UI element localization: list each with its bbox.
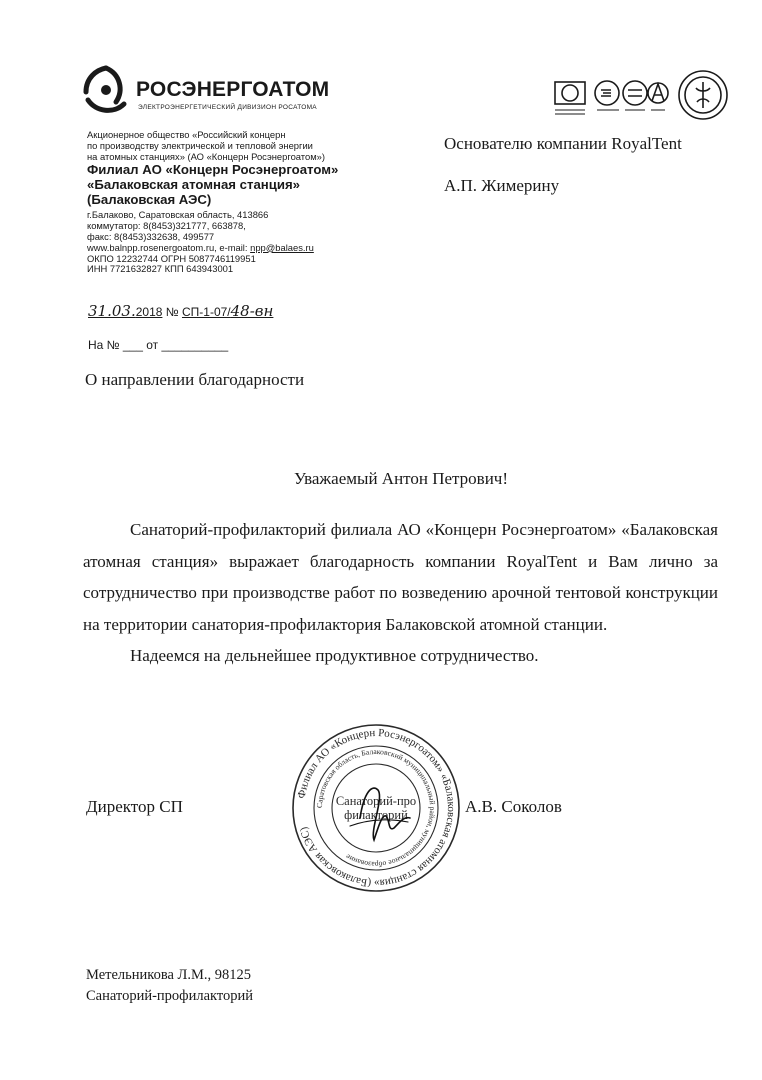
recipient-name: А.П. Жимерину [444, 176, 560, 195]
registration-number: СП-1-07/ [181, 305, 231, 319]
org-line: по производству электрической и тепловой энергии [87, 139, 313, 151]
recipient-company: Основателю компании RoyalTent [444, 134, 682, 153]
executor-name-phone: Метельникова Л.М., 98125 [86, 967, 252, 983]
email-link[interactable]: npp@balaes.ru [250, 241, 314, 253]
letter-subject: О направлении благодарности [85, 370, 305, 389]
executor-department: Санаторий-профилакторий [86, 988, 254, 1004]
official-seal-stamp [290, 722, 462, 894]
signatory-name: А.В. Соколов [465, 797, 562, 816]
phone-line: коммутатор: 8(8453)321777, 663878, [87, 220, 246, 232]
sender-block [87, 130, 387, 275]
certification-marks-icon [553, 68, 731, 124]
body-paragraph: Санаторий-профилакторий филиала АО «Концерн Росэнергоатом» «Балаковская атомная станция» выражает благодарность компании RoyalTent и Вам лично за сотрудничество при производстве работ по возведению арочной тентовой конструкции на территории санатория-профилактория Балаковской атомной станции. [83, 520, 718, 634]
body-paragraph: Надеемся на дельнейшее продуктивное сотрудничество. [130, 646, 539, 665]
fax-line: факс: 8(8453)332638, 499577 [87, 230, 215, 242]
handwritten-date: 31.03. [88, 302, 136, 320]
reference-line: На № ___ от __________ [88, 338, 229, 352]
registration-year: 2018 [135, 305, 163, 319]
number-label: № [165, 305, 179, 319]
seal-outer-text: Филиал АО «Концерн Росэнергоатом» «Балаковская атомная станция» (Балаковская АЭС) [295, 726, 458, 890]
org-line: на атомных станциях» (АО «Концерн Росэнергоатом») [87, 150, 325, 162]
handwritten-number: 48-вн [230, 302, 274, 320]
registration-line [88, 302, 273, 320]
letter-body [83, 514, 718, 672]
address-line: г.Балаково, Саратовская область, 413866 [87, 209, 269, 221]
org-line: Акционерное общество «Российский концерн [87, 129, 286, 140]
seal-ring-text: Саратовская область, Балаковский муниципальный район, муниципальное образование [314, 746, 438, 870]
greeting: Уважаемый Антон Петрович! [293, 469, 509, 488]
signatory-title: Директор СП [86, 797, 183, 816]
branch-line: Филиал АО «Концерн Росэнергоатом» [87, 162, 339, 178]
branch-line: «Балаковская атомная станция» [87, 177, 300, 193]
web-email-line [87, 243, 387, 254]
rosenergoatom-logo-icon [80, 64, 132, 116]
branch-line: (Балаковская АЭС) [87, 192, 212, 208]
logo-subtitle: ЭЛЕКТРОЭНЕРГЕТИЧЕСКИЙ ДИВИЗИОН РОСАТОМА [138, 104, 317, 111]
seal-center-text: Санаторий-профилакторий [335, 794, 417, 822]
website-text: www.balnpp.rosenergoatom.ru, e-mail: [87, 241, 251, 253]
logo-company-name: РОСЭНЕРГОАТОМ [136, 78, 330, 101]
codes-line: ОКПО 12232744 ОГРН 5087746119951 [87, 252, 256, 264]
codes-line: ИНН 7721632827 КПП 643943001 [87, 263, 234, 275]
executor-block [86, 965, 253, 1007]
